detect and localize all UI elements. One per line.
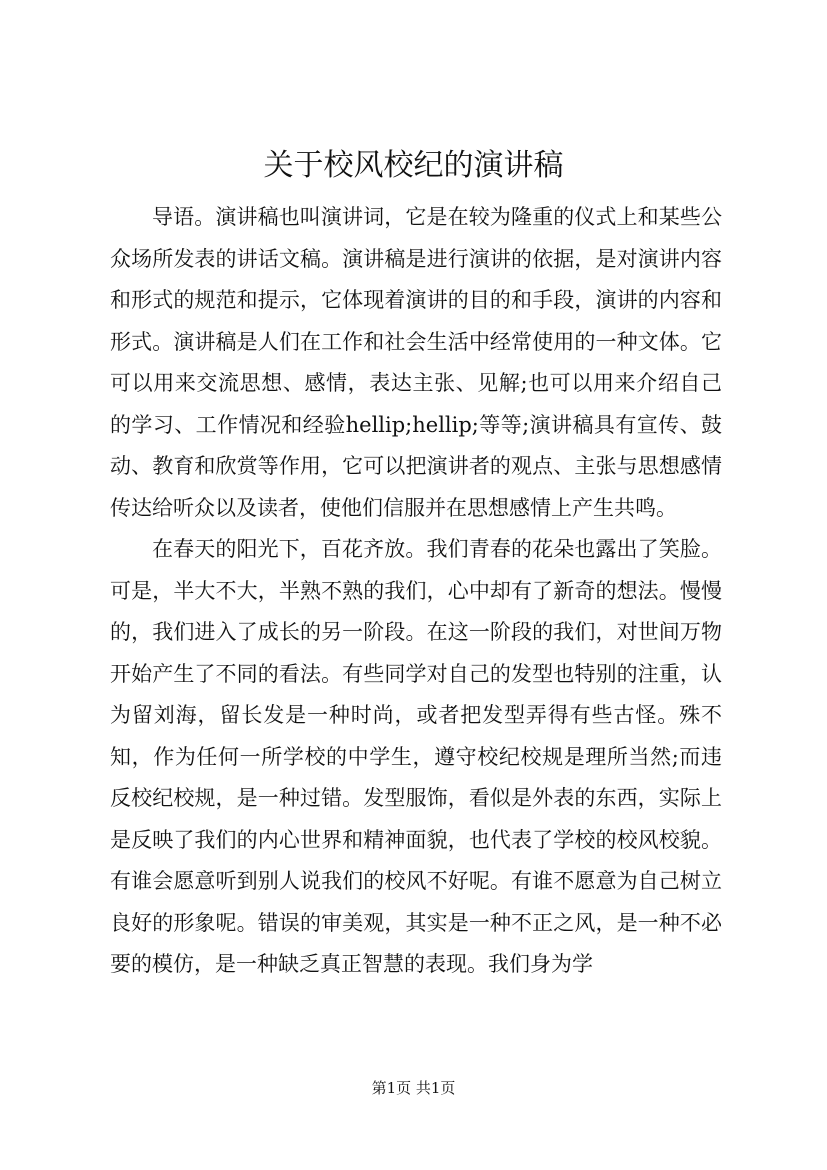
paragraph-intro: 导语。演讲稿也叫演讲词，它是在较为隆重的仪式上和某些公众场所发表的讲话文稿。演讲稿是进行演讲的依据，是对演讲内容和形式的规范和提示，它体现着演讲的目的和手段，演讲的内容和形式。演讲稿是人们在工作和社会生活中经常使用的一种文体。它可以用来交流思想、感情，表达主张、见解;也可以用来介绍自己的学习、工作情况和经验hellip;hellip;等等;演讲稿具有宣传、鼓动、教育和欣赏等作用，它可以把演讲者的观点、主张与思想感情传达给听众以及读者，使他们信服并在思想感情上产生共鸣。	[110, 205, 722, 520]
document-body	[110, 197, 722, 986]
page-footer: 第1页 共1页	[371, 1079, 456, 1097]
document-title: 关于校风校纪的演讲稿	[263, 148, 564, 183]
paragraph-main: 在春天的阳光下，百花齐放。我们青春的花朵也露出了笑脸。可是，半大不大，半熟不熟的我们，心中却有了新奇的想法。慢慢的，我们进入了成长的另一阶段。在这一阶段的我们，对世间万物开始产生了不同的看法。有些同学对自己的发型也特别的注重，认为留刘海，留长发是一种时尚，或者把发型弄得有些古怪。殊不知，作为任何一所学校的中学生，遵守校纪校规是理所当然;而违反校纪校规，是一种过错。发型服饰，看似是外表的东西，实际上是反映了我们的内心世界和精神面貌，也代表了学校的校风校貌。有谁会愿意听到别人说我们的校风不好呢。有谁不愿意为自己树立良好的形象呢。错误的审美观，其实是一种不正之风，是一种不必要的模仿，是一种缺乏真正智慧的表现。我们身为学	[110, 537, 722, 976]
